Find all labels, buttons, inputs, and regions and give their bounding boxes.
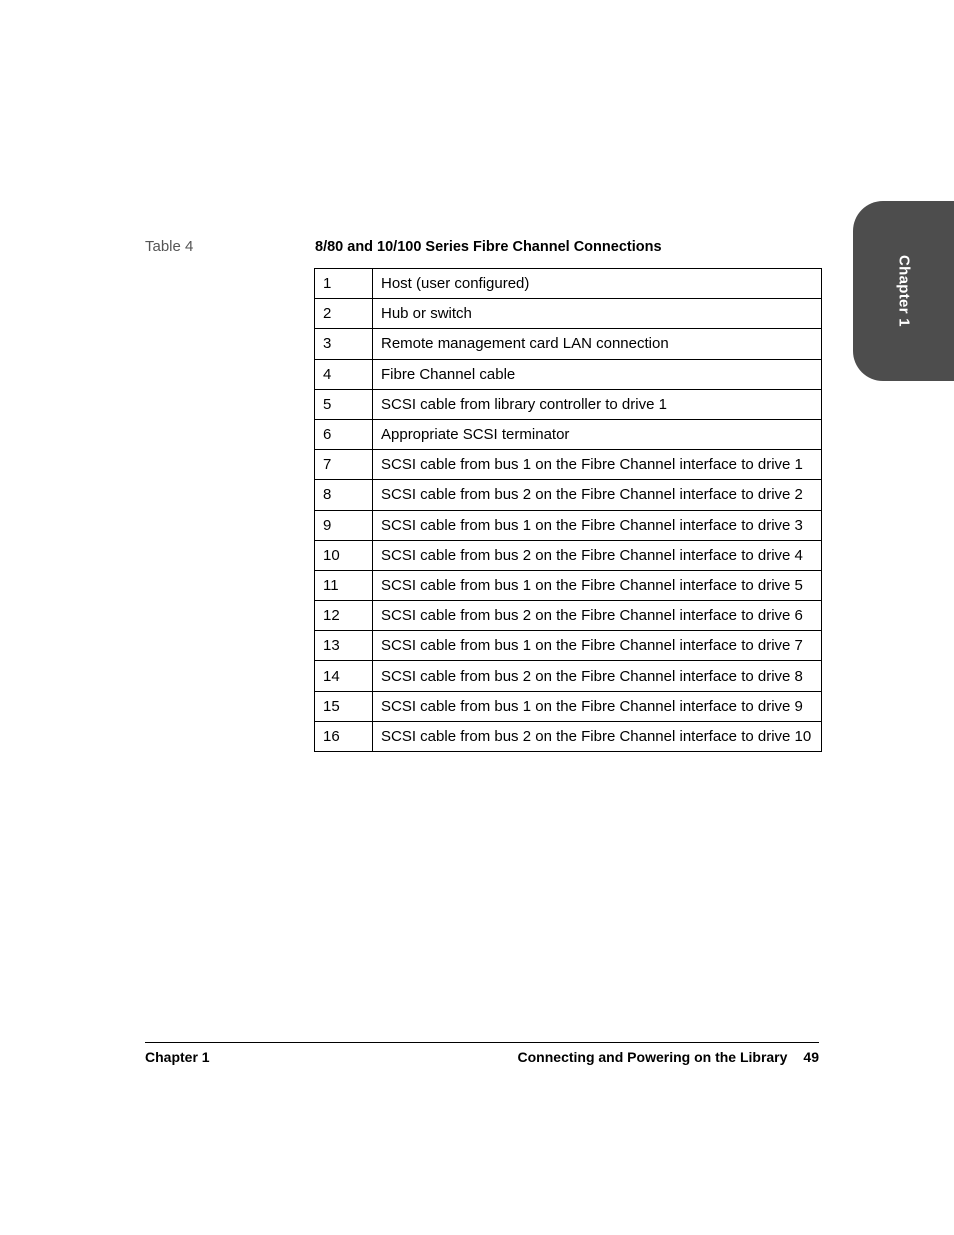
row-number-cell: 8 (315, 480, 373, 510)
table-row (315, 510, 822, 540)
row-description-cell: SCSI cable from library controller to drive 1 (373, 389, 822, 419)
row-number-cell: 15 (315, 691, 373, 721)
table-row (315, 631, 822, 661)
table-row (315, 601, 822, 631)
row-number-cell: 11 (315, 570, 373, 600)
row-description-cell: SCSI cable from bus 1 on the Fibre Channel interface to drive 3 (373, 510, 822, 540)
table-row (315, 540, 822, 570)
table-row (315, 661, 822, 691)
row-number-cell: 16 (315, 721, 373, 751)
row-number-cell: 1 (315, 269, 373, 299)
connections-table-body (315, 269, 822, 752)
table-row (315, 721, 822, 751)
row-description-cell: Appropriate SCSI terminator (373, 419, 822, 449)
row-description-cell: SCSI cable from bus 1 on the Fibre Channel interface to drive 7 (373, 631, 822, 661)
row-description-cell: SCSI cable from bus 1 on the Fibre Channel interface to drive 5 (373, 570, 822, 600)
row-number-cell: 3 (315, 329, 373, 359)
table-row (315, 450, 822, 480)
row-number-cell: 9 (315, 510, 373, 540)
table-number: Table 4 (145, 238, 194, 255)
footer-chapter: Chapter 1 (145, 1049, 210, 1065)
row-number-cell: 14 (315, 661, 373, 691)
table-row (315, 691, 822, 721)
row-description-cell: SCSI cable from bus 2 on the Fibre Channel interface to drive 6 (373, 601, 822, 631)
chapter-side-tab (853, 201, 954, 381)
row-description-cell: SCSI cable from bus 1 on the Fibre Channel interface to drive 1 (373, 450, 822, 480)
row-description-cell: SCSI cable from bus 2 on the Fibre Channel interface to drive 2 (373, 480, 822, 510)
row-description-cell: Fibre Channel cable (373, 359, 822, 389)
chapter-side-tab-label: Chapter 1 (895, 255, 912, 327)
row-number-cell: 5 (315, 389, 373, 419)
page-number: 49 (803, 1049, 819, 1065)
row-description-cell: SCSI cable from bus 2 on the Fibre Channel interface to drive 10 (373, 721, 822, 751)
footer-section-title: Connecting and Powering on the Library (517, 1049, 788, 1065)
row-description-cell: SCSI cable from bus 1 on the Fibre Channel interface to drive 9 (373, 691, 822, 721)
connections-table (314, 268, 822, 752)
table-row (315, 329, 822, 359)
table-row (315, 570, 822, 600)
table-row (315, 389, 822, 419)
row-number-cell: 2 (315, 299, 373, 329)
row-description-cell: SCSI cable from bus 2 on the Fibre Channel interface to drive 8 (373, 661, 822, 691)
footer-right (518, 1049, 819, 1065)
table-row (315, 359, 822, 389)
row-description-cell: Remote management card LAN connection (373, 329, 822, 359)
row-number-cell: 7 (315, 450, 373, 480)
table-row (315, 269, 822, 299)
footer-divider (145, 1042, 819, 1043)
table-title: 8/80 and 10/100 Series Fibre Channel Connections (315, 239, 662, 255)
row-number-cell: 10 (315, 540, 373, 570)
row-description-cell: Host (user configured) (373, 269, 822, 299)
row-number-cell: 13 (315, 631, 373, 661)
row-description-cell: Hub or switch (373, 299, 822, 329)
table-row (315, 299, 822, 329)
row-number-cell: 6 (315, 419, 373, 449)
table-row (315, 419, 822, 449)
row-number-cell: 4 (315, 359, 373, 389)
table-row (315, 480, 822, 510)
row-number-cell: 12 (315, 601, 373, 631)
row-description-cell: SCSI cable from bus 2 on the Fibre Channel interface to drive 4 (373, 540, 822, 570)
